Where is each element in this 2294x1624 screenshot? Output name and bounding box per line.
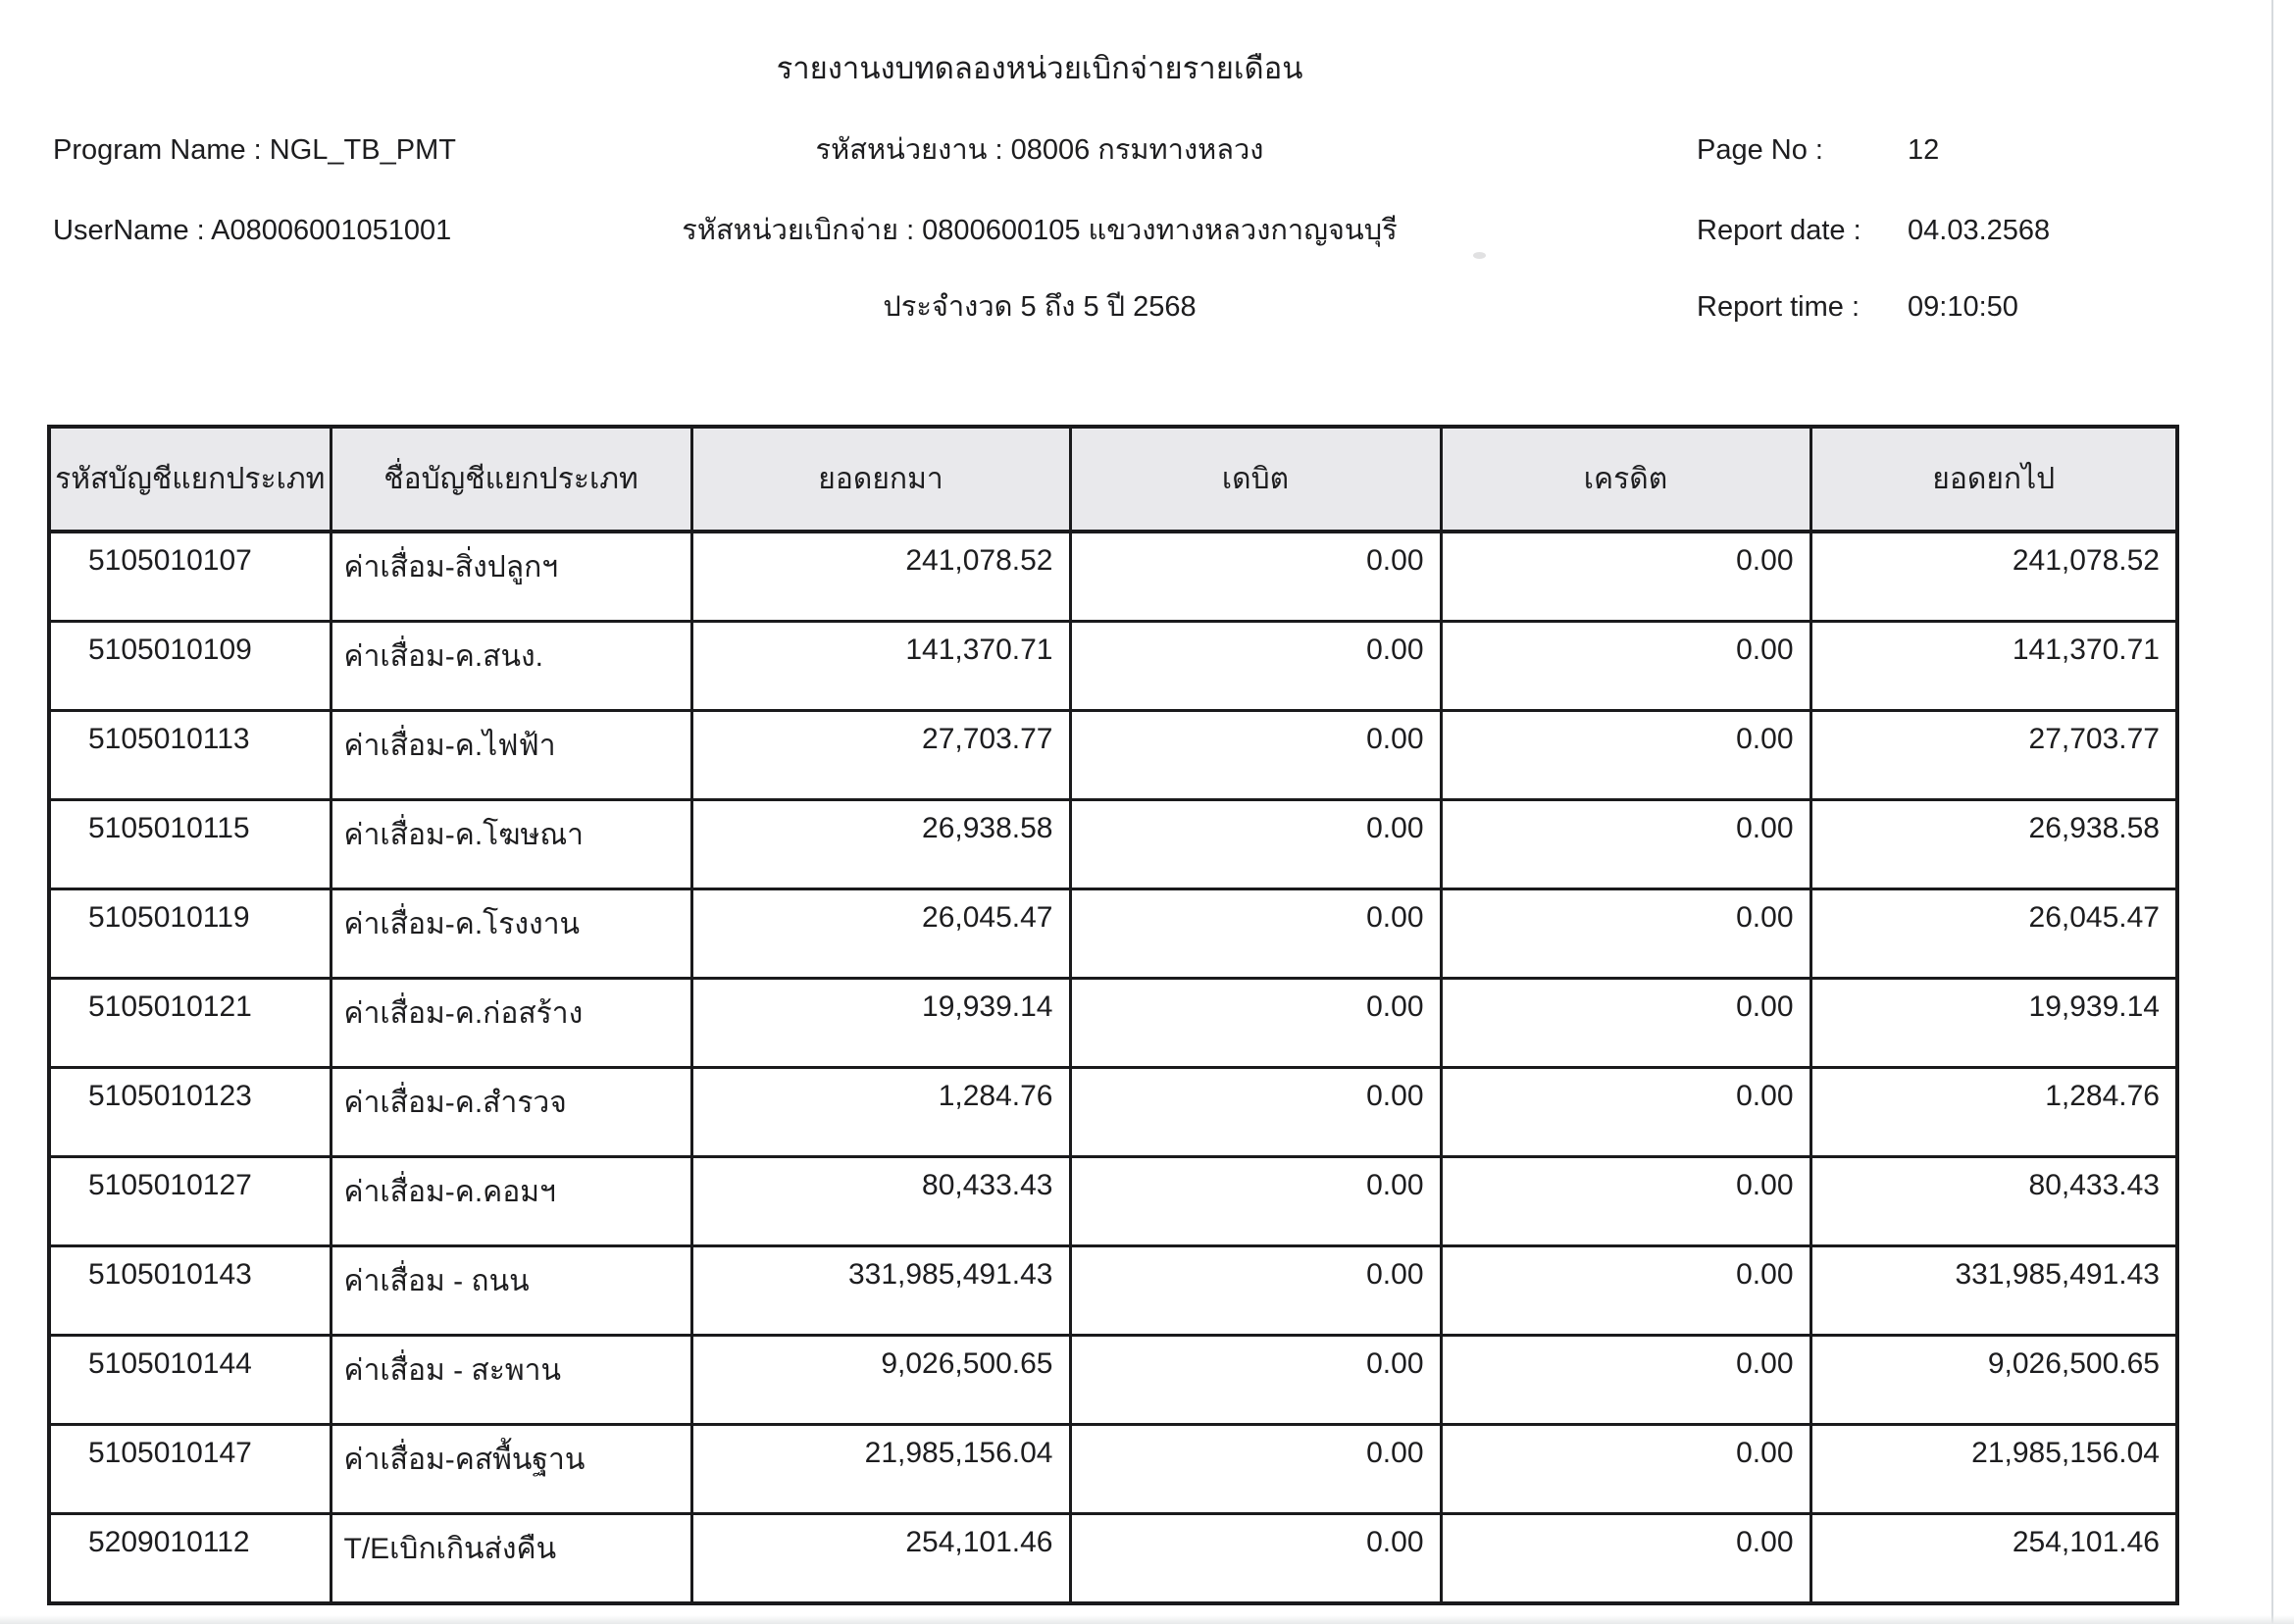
- cell-opening-balance: 331,985,491.43: [691, 1246, 1070, 1336]
- cell-closing-balance: 26,938.58: [1810, 800, 2177, 889]
- cell-account-code: 5105010115: [49, 800, 331, 889]
- cell-account-code: 5105010109: [49, 622, 331, 711]
- cell-account-name: ค่าเสื่อม-ค.ก่อสร้าง: [331, 979, 691, 1068]
- cell-debit: 0.00: [1070, 711, 1441, 800]
- cell-closing-balance: 141,370.71: [1810, 622, 2177, 711]
- scan-speckle-artifact: [1473, 252, 1486, 259]
- cell-debit: 0.00: [1070, 532, 1441, 622]
- cell-account-name: ค่าเสื่อม-ค.สนง.: [331, 622, 691, 711]
- table-row: [49, 979, 2177, 1068]
- cell-closing-balance: 19,939.14: [1810, 979, 2177, 1068]
- cell-opening-balance: 26,045.47: [691, 889, 1070, 979]
- cell-credit: 0.00: [1441, 1425, 1810, 1514]
- column-header-closing-balance: ยอดยกไป: [1810, 427, 2177, 532]
- cell-opening-balance: 21,985,156.04: [691, 1425, 1070, 1514]
- table-body: [49, 532, 2177, 1603]
- cell-account-code: 5105010127: [49, 1157, 331, 1246]
- cell-credit: 0.00: [1441, 1157, 1810, 1246]
- cell-account-name: ค่าเสื่อม-ค.โฆษณา: [331, 800, 691, 889]
- cell-opening-balance: 241,078.52: [691, 532, 1070, 622]
- cell-closing-balance: 254,101.46: [1810, 1514, 2177, 1604]
- cell-credit: 0.00: [1441, 1514, 1810, 1604]
- cell-account-code: 5105010144: [49, 1336, 331, 1425]
- cell-closing-balance: 331,985,491.43: [1810, 1246, 2177, 1336]
- table-row: [49, 622, 2177, 711]
- scan-edge-artifact: [2271, 0, 2273, 1624]
- column-header-credit: เครดิต: [1441, 427, 1810, 532]
- cell-account-code: 5105010123: [49, 1068, 331, 1157]
- disbursement-unit-line: รหัสหน่วยเบิกจ่าย : 0800600105 แขวงทางหลวงกาญจนบุรี: [682, 215, 1398, 246]
- username-value: A08006001051001: [211, 215, 452, 246]
- cell-credit: 0.00: [1441, 1068, 1810, 1157]
- cell-debit: 0.00: [1070, 622, 1441, 711]
- cell-account-name: T/Eเบิกเกินส่งคืน: [331, 1514, 691, 1604]
- cell-debit: 0.00: [1070, 1068, 1441, 1157]
- username-label: UserName :: [53, 215, 205, 246]
- table-row: [49, 532, 2177, 622]
- table-row: [49, 1336, 2177, 1425]
- cell-credit: 0.00: [1441, 622, 1810, 711]
- cell-account-name: ค่าเสื่อม-ค.คอมฯ: [331, 1157, 691, 1246]
- cell-debit: 0.00: [1070, 1157, 1441, 1246]
- table-row: [49, 1246, 2177, 1336]
- cell-closing-balance: 9,026,500.65: [1810, 1336, 2177, 1425]
- report-date-value: 04.03.2568: [1908, 215, 2051, 246]
- table-row: [49, 1157, 2177, 1246]
- cell-debit: 0.00: [1070, 800, 1441, 889]
- cell-account-code: 5105010143: [49, 1246, 331, 1336]
- cell-account-code: 5105010147: [49, 1425, 331, 1514]
- cell-debit: 0.00: [1070, 1514, 1441, 1604]
- cell-account-name: ค่าเสื่อม - สะพาน: [331, 1336, 691, 1425]
- cell-debit: 0.00: [1070, 1425, 1441, 1514]
- trial-balance-table: [47, 425, 2179, 1605]
- cell-opening-balance: 26,938.58: [691, 800, 1070, 889]
- period-line: ประจำงวด 5 ถึง 5 ปี 2568: [883, 291, 1197, 323]
- cell-debit: 0.00: [1070, 1336, 1441, 1425]
- cell-credit: 0.00: [1441, 1246, 1810, 1336]
- cell-closing-balance: 80,433.43: [1810, 1157, 2177, 1246]
- column-header-opening-balance: ยอดยกมา: [691, 427, 1070, 532]
- report-title: รายงานงบทดลองหน่วยเบิกจ่ายรายเดือน: [776, 51, 1303, 85]
- cell-credit: 0.00: [1441, 1336, 1810, 1425]
- cell-credit: 0.00: [1441, 889, 1810, 979]
- cell-closing-balance: 21,985,156.04: [1810, 1425, 2177, 1514]
- program-name-value: NGL_TB_PMT: [269, 134, 456, 166]
- cell-credit: 0.00: [1441, 800, 1810, 889]
- cell-opening-balance: 19,939.14: [691, 979, 1070, 1068]
- agency-line: รหัสหน่วยงาน : 08006 กรมทางหลวง: [815, 134, 1264, 166]
- table-row: [49, 1068, 2177, 1157]
- column-header-account-name: ชื่อบัญชีแยกประเภท: [331, 427, 691, 532]
- cell-closing-balance: 26,045.47: [1810, 889, 2177, 979]
- cell-debit: 0.00: [1070, 1246, 1441, 1336]
- table-row: [49, 711, 2177, 800]
- table-row: [49, 1514, 2177, 1604]
- report-time-value: 09:10:50: [1908, 291, 2018, 323]
- table-row: [49, 800, 2177, 889]
- table-row: [49, 889, 2177, 979]
- cell-account-code: 5105010119: [49, 889, 331, 979]
- cell-account-code: 5105010113: [49, 711, 331, 800]
- cell-opening-balance: 1,284.76: [691, 1068, 1070, 1157]
- cell-debit: 0.00: [1070, 979, 1441, 1068]
- cell-opening-balance: 9,026,500.65: [691, 1336, 1070, 1425]
- cell-account-name: ค่าเสื่อม - ถนน: [331, 1246, 691, 1336]
- column-header-debit: เดบิต: [1070, 427, 1441, 532]
- cell-account-name: ค่าเสื่อม-สิ่งปลูกฯ: [331, 532, 691, 622]
- cell-opening-balance: 141,370.71: [691, 622, 1070, 711]
- table-row: [49, 1425, 2177, 1514]
- scan-bottom-shade: [0, 1615, 2294, 1624]
- cell-opening-balance: 80,433.43: [691, 1157, 1070, 1246]
- cell-account-code: 5105010107: [49, 532, 331, 622]
- cell-credit: 0.00: [1441, 979, 1810, 1068]
- report-time-label: Report time :: [1697, 291, 1860, 323]
- table-header-row: [49, 427, 2177, 532]
- cell-account-name: ค่าเสื่อม-ค.สำรวจ: [331, 1068, 691, 1157]
- cell-account-code: 5105010121: [49, 979, 331, 1068]
- trial-balance-table-wrapper: [47, 425, 2179, 1605]
- cell-opening-balance: 27,703.77: [691, 711, 1070, 800]
- cell-opening-balance: 254,101.46: [691, 1514, 1070, 1604]
- cell-credit: 0.00: [1441, 532, 1810, 622]
- cell-account-name: ค่าเสื่อม-คสพื้นฐาน: [331, 1425, 691, 1514]
- column-header-account-code: รหัสบัญชีแยกประเภท: [49, 427, 331, 532]
- page-no-label: Page No :: [1697, 134, 1823, 166]
- cell-account-name: ค่าเสื่อม-ค.ไฟฟ้า: [331, 711, 691, 800]
- program-name-label: Program Name :: [53, 134, 262, 166]
- page-no-value: 12: [1908, 134, 1940, 166]
- cell-closing-balance: 1,284.76: [1810, 1068, 2177, 1157]
- cell-closing-balance: 241,078.52: [1810, 532, 2177, 622]
- cell-credit: 0.00: [1441, 711, 1810, 800]
- cell-closing-balance: 27,703.77: [1810, 711, 2177, 800]
- cell-account-name: ค่าเสื่อม-ค.โรงงาน: [331, 889, 691, 979]
- cell-account-code: 5209010112: [49, 1514, 331, 1604]
- report-date-label: Report date :: [1697, 215, 1861, 246]
- cell-debit: 0.00: [1070, 889, 1441, 979]
